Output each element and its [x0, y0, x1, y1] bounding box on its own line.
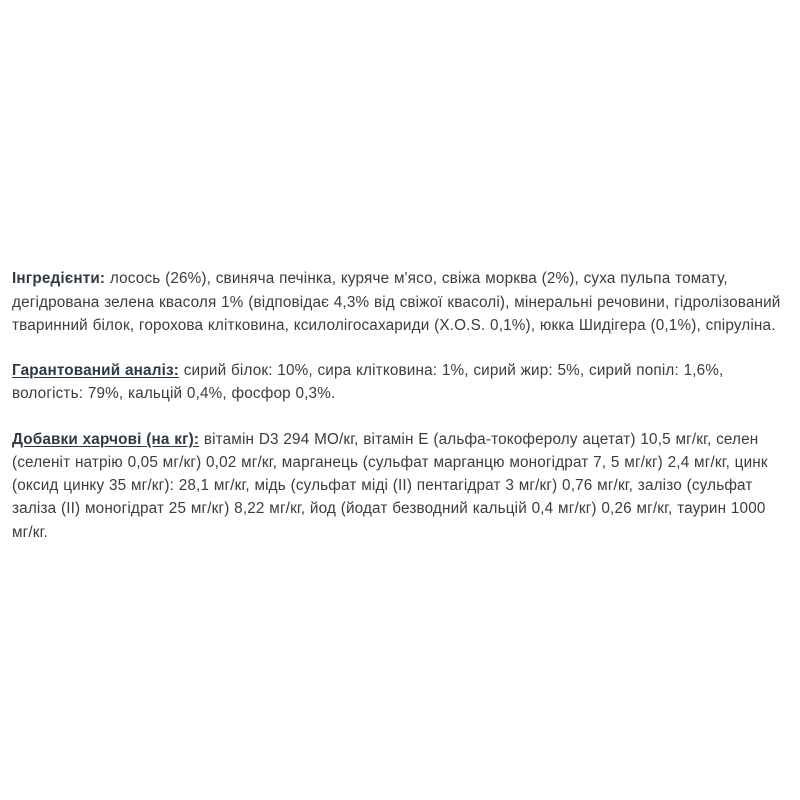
ingredients-paragraph [12, 267, 788, 337]
guaranteed-analysis-body: сирий білок: 10%, сира клітковина: 1%, сирий жир: 5%, сирий попіл: 1,6%, вологість: 79%, кальцій 0,4%, фосфор 0,3%. [12, 362, 724, 403]
ingredients-body: лосось (26%), свиняча печінка, куряче м'ясо, свіжа морква (2%), суха пульпа томату, дегідрована зелена квасоля 1% (відповідає 4,3% від свіжої квасолі), мінеральні речовини, гідролізований тваринний білок, горохова клітковина, ксилолігосахариди (X.O.S. 0,1%), юкка Шидігера (0,1%), спіруліна. [12, 270, 781, 334]
nutritional-additives-body: вітамін D3 294 МО/кг, вітамін Е (альфа-токоферолу ацетат) 10,5 мг/кг, селен (селеніт натрію 0,05 мг/кг) 0,02 мг/кг, марганець (сульфат марганцю моногідрат 7, 5 мг/кг) 2,4 мг/кг, цинк (оксид цинку 35 мг/кг): 28,1 мг/кг, мідь (сульфат міді (II) пентагідрат 3 мг/кг) 0,76 мг/кг, залізо (сульфат заліза (II) моногідрат 25 мг/кг) 8,22 мг/кг, йод (йодат безводний кальцій 0,4 мг/кг) 0,26 мг/кг, таурин 1000 мг/кг. [12, 430, 768, 541]
ingredients-heading: Інгредієнти: [12, 270, 106, 288]
guaranteed-analysis-paragraph [12, 359, 788, 406]
nutritional-additives-heading: Добавки харчові (на кг): [12, 430, 200, 448]
section-ingredients [12, 267, 788, 337]
nutritional-additives-paragraph [12, 428, 788, 544]
product-info-text-block [12, 252, 788, 559]
guaranteed-analysis-heading: Гарантований аналіз: [12, 362, 179, 380]
section-nutritional-additives [12, 428, 788, 544]
section-guaranteed-analysis [12, 359, 788, 406]
